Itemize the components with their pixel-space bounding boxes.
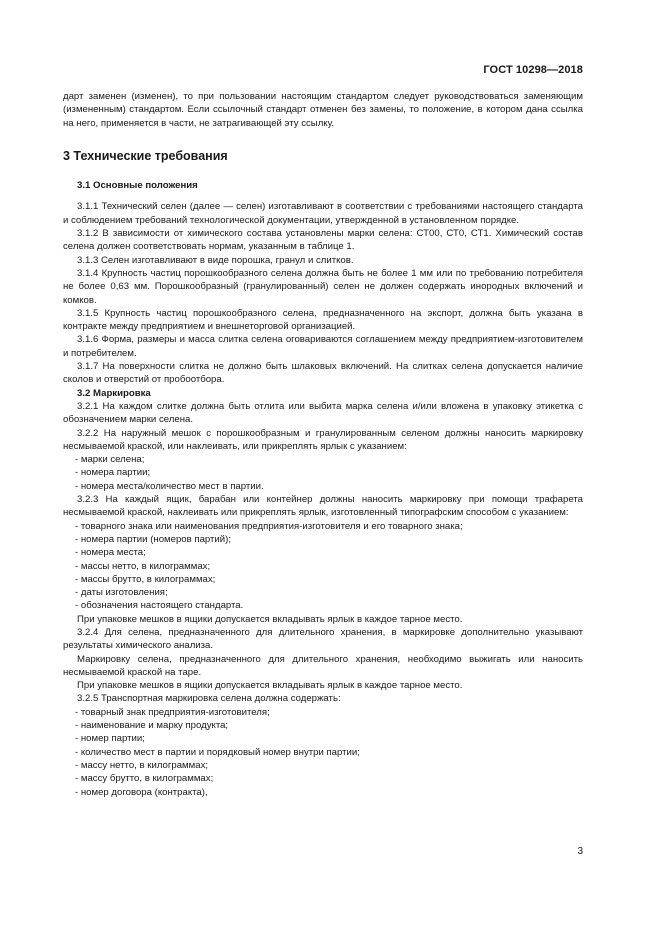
paragraph: 3.1.5 Крупность частиц порошкообразного селена, предназначенного на экспорт, должна быть указана в контракте между предприятием и внешнеторговой организацией. — [63, 307, 583, 333]
paragraph: 3.2.5 Транспортная маркировка селена должна содержать: — [77, 693, 341, 705]
list-item: - обозначения настоящего стандарта. — [75, 600, 244, 612]
subsection-title: 3.2 Маркировка — [77, 387, 151, 399]
list-item: - количество мест в партии и порядковый номер внутри партии; — [75, 746, 360, 758]
subsection-title: 3.1 Основные положения — [77, 180, 198, 192]
list-item: - номера места; — [75, 547, 146, 559]
list-item: - номера места/количество мест в партии. — [75, 480, 264, 492]
paragraph: 3.1.3 Селен изготавливают в виде порошка, гранул и слитков. — [77, 254, 354, 266]
list-item: - наименование и марку продукта; — [75, 720, 229, 732]
list-item: - массы нетто, в килограммах; — [75, 560, 211, 572]
paragraph: 3.2.4 Для селена, предназначенного для длительного хранения, в маркировке дополнительно указывают результаты химического анализа. — [63, 626, 583, 652]
paragraph: 3.2.2 На наружный мешок с порошкообразным и гранулированным селеном должны наносить маркировку несмываемой краской, или наклеивать, или прикреплять ярлык с указанием: — [63, 427, 583, 452]
paragraph: 3.2.3 На каждый ящик, барабан или контейнер должны наносить маркировку при помощи трафарета несмываемой краской, наклеивать или прикреплять ярлык, изготовленный типографским способом с указанием: — [63, 494, 583, 519]
document-code-header: ГОСТ 10298—2018 — [483, 64, 583, 76]
paragraph: Маркировку селена, предназначенного для длительного хранения, необходимо выжигать или наносить несмываемой краской на таре. — [63, 653, 583, 678]
list-item: - массу нетто, в килограммах; — [75, 759, 209, 771]
list-item: - даты изготовления; — [75, 587, 168, 599]
list-item: - товарный знак предприятия-изготовителя; — [75, 706, 270, 718]
list-item: - массу брутто, в килограммах; — [75, 773, 214, 785]
list-item: - номера партии; — [75, 467, 151, 479]
paragraph: 3.1.7 На поверхности слитка не должно быть шлаковых включений. На слитках селена допускается наличие сколов и отверстий от пробоотбора. — [63, 361, 583, 386]
page-number: 3 — [577, 846, 583, 857]
section-title: 3 Технические требования — [63, 148, 228, 163]
list-item: - массы брутто, в килограммах; — [75, 573, 216, 585]
paragraph: дарт заменен (изменен), то при пользовании настоящим стандартом следует руководствоваться заменяющим (измененным) стандартом. Если ссылочный стандарт отменен без замены, то положение, в котором дана ссылка на него, применяется в части, не затрагивающей эту ссылку. — [63, 91, 583, 129]
paragraph: При упаковке мешков в ящики допускается вкладывать ярлык в каждое тарное место. — [77, 680, 463, 692]
paragraph: 3.1.1 Технический селен (далее — селен) изготавливают в соответствии с требованиями настоящего стандарта и соблюдением требований технологической документации, утвержденной в установленном порядке. — [63, 201, 583, 226]
paragraph: 3.1.4 Крупность частиц порошкообразного селена должна быть не более 1 мм или по требованию потребителя не более 0,63 мм. Порошкообразный (гранулированный) селен не должен содержать инородных включений и комков. — [63, 267, 583, 306]
paragraph: 3.1.6 Форма, размеры и масса слитка селена оговариваются соглашением между предприятием-изготовителем и потребителем. — [63, 334, 583, 359]
list-item: - товарного знака или наименования предприятия-изготовителя и его товарного знака; — [75, 520, 463, 532]
paragraph: 3.1.2 В зависимости от химического состава установлены марки селена: СТ00, СТ0, СТ1. Химический состав селена должен соответствовать нормам, указанным в таблице 1. — [63, 228, 583, 253]
document-body — [63, 90, 583, 799]
list-item: - номер договора (контракта), — [75, 786, 208, 798]
list-item: - марки селена; — [75, 454, 145, 466]
list-item: - номера партии (номеров партий); — [75, 533, 232, 545]
paragraph: При упаковке мешков в ящики допускается вкладывать ярлык в каждое тарное место. — [77, 613, 463, 625]
paragraph: 3.2.1 На каждом слитке должна быть отлита или выбита марка селена и/или вложена в упаковку этикетка с обозначением марки селена. — [63, 400, 583, 426]
list-item: - номер партии; — [75, 733, 145, 745]
